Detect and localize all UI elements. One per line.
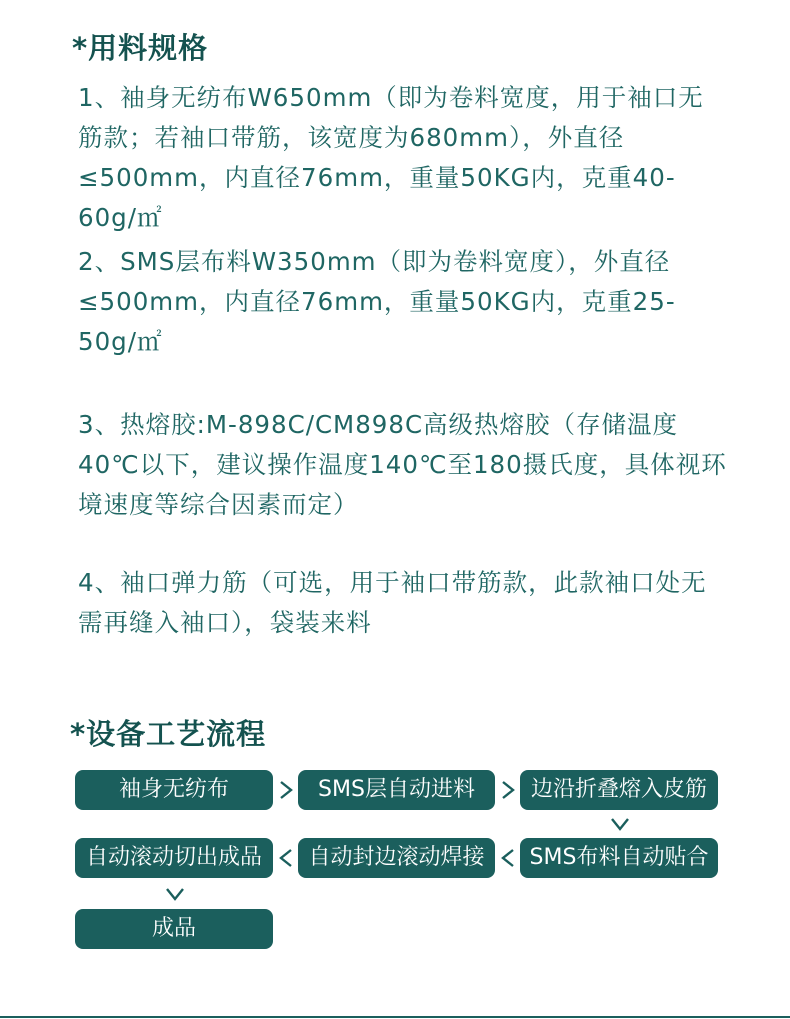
step-auto-cut-product: 自动滚动切出成品 <box>75 838 273 878</box>
bottom-divider <box>0 1016 790 1018</box>
step-sleeve-nonwoven: 袖身无纺布 <box>75 770 273 810</box>
step-sms-auto-feed: SMS层自动进料 <box>298 770 495 810</box>
chevron-down-icon <box>164 883 186 905</box>
material-spec-heading: *用料规格 <box>72 31 209 65</box>
chevron-right-icon <box>275 779 297 801</box>
spec-item-2: 2、SMS层布料W350mm（即为卷料宽度），外直径≤500mm，内直径76mm，重量50KG内，克重25-50g/㎡ <box>78 247 676 356</box>
spec-item-4: 4、袖口弹力筋（可选，用于袖口带筋款，此款袖口处无需再缝入袖口），袋装来料 <box>78 568 707 637</box>
step-edge-fold-elastic: 边沿折叠熔入皮筋 <box>520 770 718 810</box>
spec-item-1: 1、袖身无纺布W650mm（即为卷料宽度，用于袖口无筋款；若袖口带筋，该宽度为680mm），外直径≤500mm，内直径76mm，重量50KG内，克重40-60g/㎡ <box>78 83 704 232</box>
chevron-down-icon <box>609 813 631 835</box>
step-sms-auto-laminate: SMS布料自动贴合 <box>520 838 718 878</box>
chevron-left-icon <box>275 847 297 869</box>
process-flow-heading: *设备工艺流程 <box>70 717 267 751</box>
spec-item-3: 3、热熔胶:M-898C/CM898C高级热熔胶（存储温度40℃以下，建议操作温度140℃至180摄氏度，具体视环境速度等综合因素而定） <box>78 410 727 519</box>
chevron-right-icon <box>497 779 519 801</box>
step-auto-seal-weld: 自动封边滚动焊接 <box>298 838 495 878</box>
chevron-left-icon <box>497 847 519 869</box>
step-finished-product: 成品 <box>75 909 273 949</box>
